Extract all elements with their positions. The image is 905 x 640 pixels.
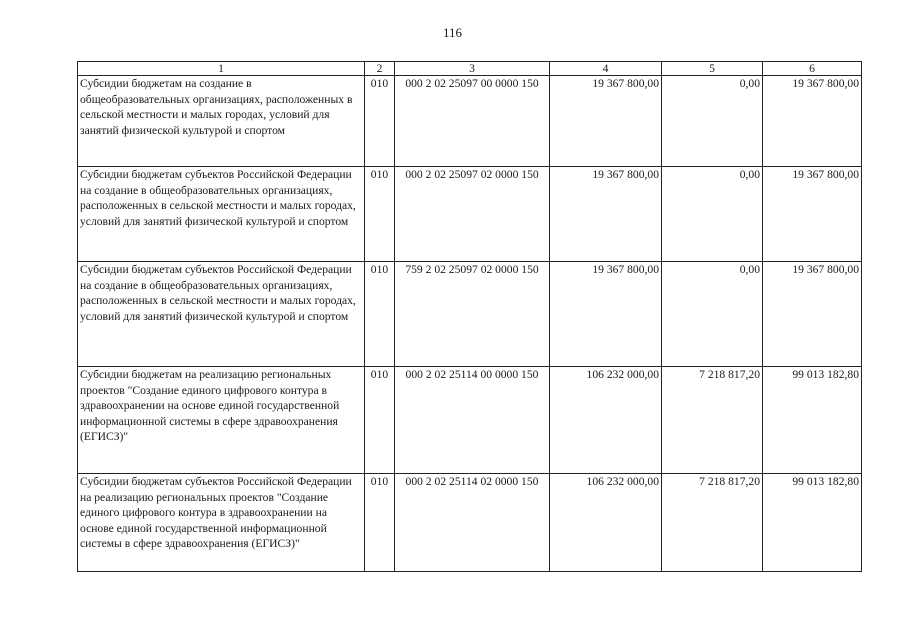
table-row [78, 367, 862, 474]
row-name: Субсидии бюджетам на реализацию региональных проектов "Создание единого цифрового контура в здравоохранении на основе единой государственной информационной системы в сфере здравоохранения (ЕГИСЗ)" [78, 367, 365, 474]
row-name: Субсидии бюджетам субъектов Российской Федерации на создание в общеобразовательных организациях, расположенных в сельской местности и малых городах, условий для занятий физической культурой и спортом [78, 167, 365, 262]
row-kbk: 000 2 02 25097 02 0000 150 [395, 167, 550, 262]
row-code: 010 [365, 167, 395, 262]
row-kbk: 000 2 02 25114 00 0000 150 [395, 367, 550, 474]
row-amount-5: 7 218 817,20 [662, 367, 763, 474]
header-cell-2: 2 [365, 62, 395, 76]
row-name: Субсидии бюджетам субъектов Российской Федерации на реализацию региональных проектов "Создание единого цифрового контура в здравоохранении на основе единой государственной информационной системы в сфере здравоохранения (ЕГИСЗ)" [78, 474, 365, 572]
table-row [78, 262, 862, 367]
row-code: 010 [365, 262, 395, 367]
page-number: 116 [442, 25, 463, 40]
row-amount-4: 106 232 000,00 [550, 474, 662, 572]
row-amount-5: 0,00 [662, 262, 763, 367]
row-amount-6: 19 367 800,00 [763, 262, 862, 367]
row-amount-5: 0,00 [662, 167, 763, 262]
row-name: Субсидии бюджетам на создание в общеобразовательных организациях, расположенных в сельской местности и малых городах, условий для занятий физической культурой и спортом [78, 76, 365, 167]
row-kbk: 000 2 02 25114 02 0000 150 [395, 474, 550, 572]
header-cell-1: 1 [78, 62, 365, 76]
row-amount-6: 19 367 800,00 [763, 76, 862, 167]
header-cell-4: 4 [550, 62, 662, 76]
table-row [78, 76, 862, 167]
row-amount-4: 19 367 800,00 [550, 76, 662, 167]
header-row [78, 62, 862, 76]
row-code: 010 [365, 367, 395, 474]
row-name: Субсидии бюджетам субъектов Российской Федерации на создание в общеобразовательных организациях, расположенных в сельской местности и малых городах, условий для занятий физической культурой и спортом [78, 262, 365, 367]
header-cell-3: 3 [395, 62, 550, 76]
row-kbk: 759 2 02 25097 02 0000 150 [395, 262, 550, 367]
row-kbk: 000 2 02 25097 00 0000 150 [395, 76, 550, 167]
table-row [78, 167, 862, 262]
row-amount-6: 19 367 800,00 [763, 167, 862, 262]
row-code: 010 [365, 76, 395, 167]
row-amount-5: 0,00 [662, 76, 763, 167]
budget-table [77, 61, 862, 572]
header-cell-6: 6 [763, 62, 862, 76]
row-code: 010 [365, 474, 395, 572]
row-amount-4: 106 232 000,00 [550, 367, 662, 474]
row-amount-5: 7 218 817,20 [662, 474, 763, 572]
row-amount-4: 19 367 800,00 [550, 262, 662, 367]
row-amount-4: 19 367 800,00 [550, 167, 662, 262]
row-amount-6: 99 013 182,80 [763, 474, 862, 572]
table-row [78, 474, 862, 572]
header-cell-5: 5 [662, 62, 763, 76]
row-amount-6: 99 013 182,80 [763, 367, 862, 474]
